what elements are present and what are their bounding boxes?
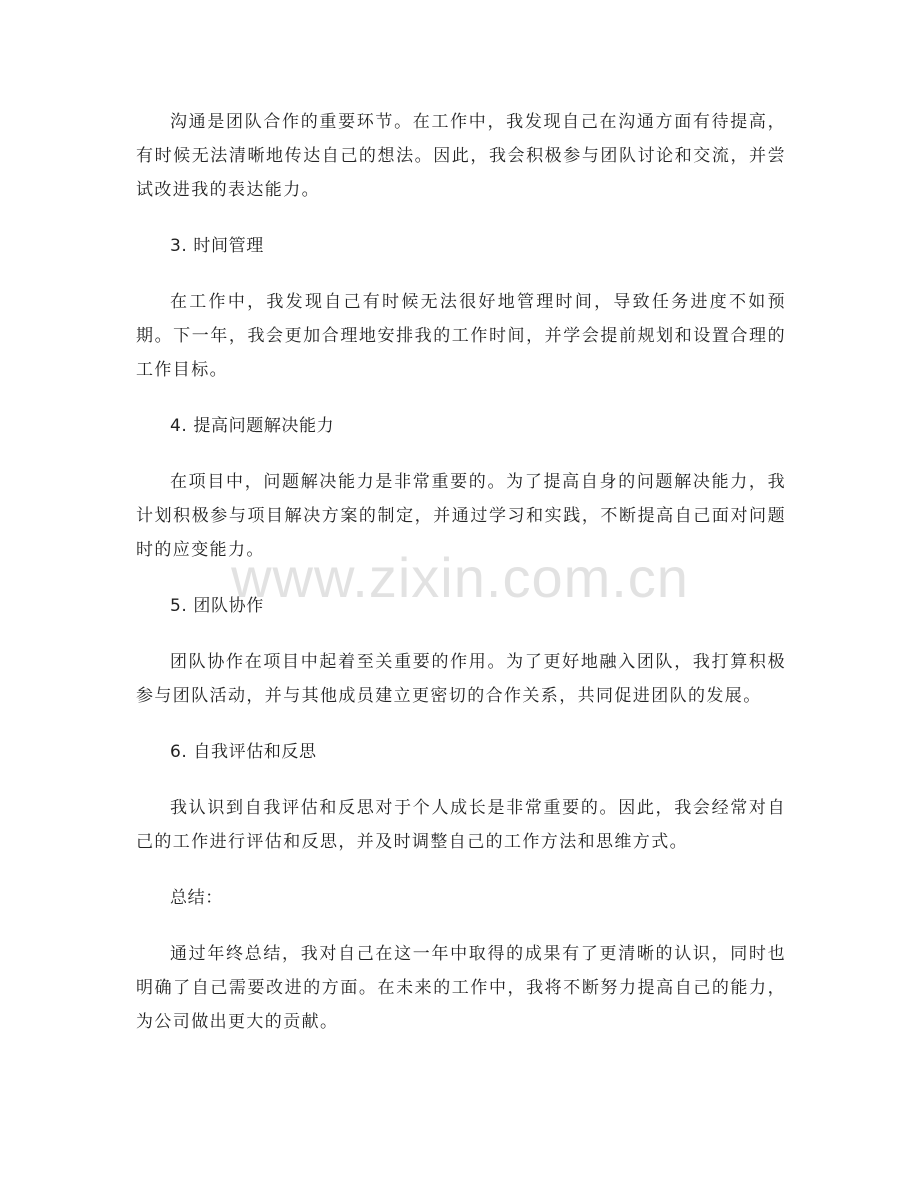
heading-summary: 总结： <box>170 888 223 908</box>
heading-time-management: 3. 时间管理 <box>170 236 264 256</box>
watermark: www.zixin.com.cn <box>231 546 689 609</box>
paragraph-communication: 沟通是团队合作的重要环节。在工作中，我发现自己在沟通方面有待提高，有时候无法清晰地传达自己的想法。因此，我会积极参与团队讨论和交流，并尝试改进我的表达能力。 <box>136 112 786 200</box>
paragraph-self-assessment: 我认识到自我评估和反思对于个人成长是非常重要的。因此，我会经常对自己的工作进行评估和反思，并及时调整自己的工作方法和思维方式。 <box>136 798 786 852</box>
paragraph-problem-solving: 在项目中，问题解决能力是非常重要的。为了提高自身的问题解决能力，我计划积极参与项目解决方案的制定，并通过学习和实践，不断提高自己面对问题时的应变能力。 <box>136 472 786 560</box>
heading-problem-solving: 4. 提高问题解决能力 <box>170 416 335 436</box>
document-body <box>136 105 786 1039</box>
heading-self-assessment: 6. 自我评估和反思 <box>170 742 317 762</box>
paragraph-teamwork: 团队协作在项目中起着至关重要的作用。为了更好地融入团队，我打算积极参与团队活动，并与其他成员建立更密切的合作关系，共同促进团队的发展。 <box>136 652 786 706</box>
heading-teamwork: 5. 团队协作 <box>170 596 264 616</box>
paragraph-time-management: 在工作中，我发现自己有时候无法很好地管理时间，导致任务进度不如预期。下一年，我会更加合理地安排我的工作时间，并学会提前规划和设置合理的工作目标。 <box>136 292 786 380</box>
paragraph-summary: 通过年终总结，我对自己在这一年中取得的成果有了更清晰的认识，同时也明确了自己需要改进的方面。在未来的工作中，我将不断努力提高自己的能力，为公司做出更大的贡献。 <box>136 944 786 1032</box>
